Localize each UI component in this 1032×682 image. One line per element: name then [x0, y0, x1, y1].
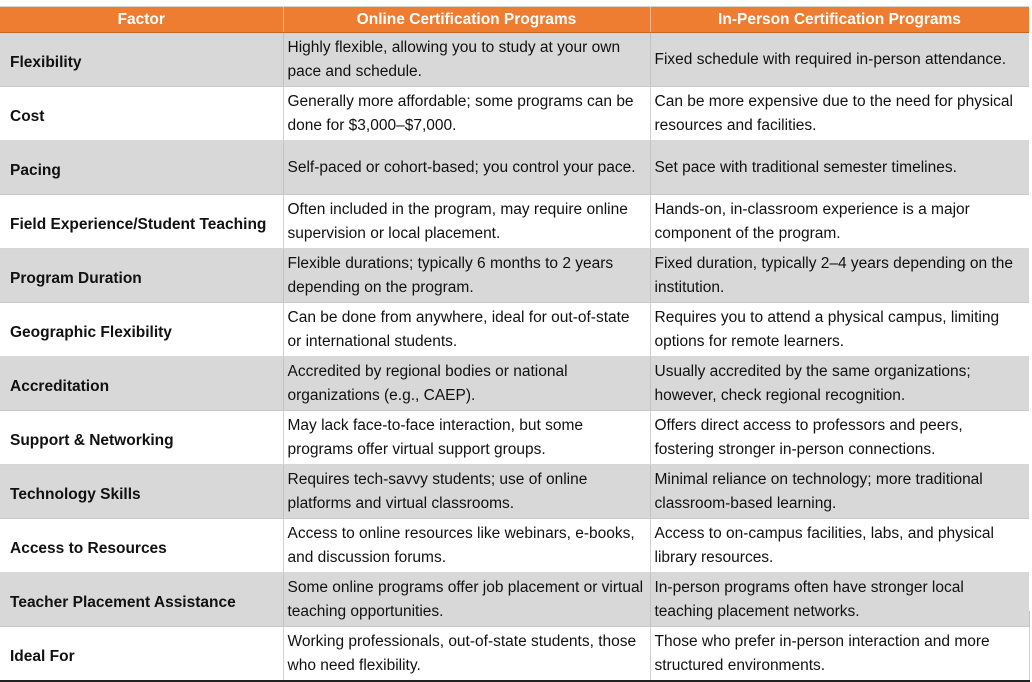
in-person-cell[interactable]: Set pace with traditional semester timelines. [650, 141, 1029, 195]
factor-cell[interactable]: Access to Resources [0, 519, 283, 573]
in-person-cell[interactable]: Hands-on, in-classroom experience is a major component of the program. [650, 195, 1029, 249]
header-factor[interactable]: Factor [0, 7, 283, 33]
online-cell[interactable]: Working professionals, out-of-state students, those who need flexibility. [283, 627, 650, 682]
online-cell[interactable]: Requires tech-savvy students; use of online platforms and virtual classrooms. [283, 465, 650, 519]
online-cell[interactable]: Generally more affordable; some programs can be done for $3,000–$7,000. [283, 87, 650, 141]
factor-cell[interactable]: Flexibility [0, 33, 283, 87]
table-row [0, 33, 1029, 87]
online-cell[interactable]: Highly flexible, allowing you to study at your own pace and schedule. [283, 33, 650, 87]
in-person-cell[interactable]: In-person programs often have stronger local teaching placement networks. [650, 573, 1029, 627]
table-row [0, 519, 1029, 573]
in-person-cell[interactable]: Can be more expensive due to the need for physical resources and facilities. [650, 87, 1029, 141]
in-person-cell[interactable]: Access to on-campus facilities, labs, and physical library resources. [650, 519, 1029, 573]
online-cell[interactable]: Some online programs offer job placement or virtual teaching opportunities. [283, 573, 650, 627]
factor-cell[interactable]: Program Duration [0, 249, 283, 303]
factor-cell[interactable]: Ideal For [0, 627, 283, 682]
table-row [0, 249, 1029, 303]
sheet-top-strip [0, 0, 1032, 7]
factor-cell[interactable]: Pacing [0, 141, 283, 195]
in-person-cell[interactable]: Fixed duration, typically 2–4 years depending on the institution. [650, 249, 1029, 303]
factor-cell[interactable]: Geographic Flexibility [0, 303, 283, 357]
comparison-table [0, 7, 1030, 682]
online-cell[interactable]: Often included in the program, may require online supervision or local placement. [283, 195, 650, 249]
table-row [0, 573, 1029, 627]
online-cell[interactable]: May lack face-to-face interaction, but some programs offer virtual support groups. [283, 411, 650, 465]
factor-cell[interactable]: Support & Networking [0, 411, 283, 465]
header-in-person[interactable]: In-Person Certification Programs [650, 7, 1029, 33]
table-row [0, 303, 1029, 357]
online-cell[interactable]: Accredited by regional bodies or national organizations (e.g., CAEP). [283, 357, 650, 411]
in-person-cell[interactable]: Offers direct access to professors and peers, fostering stronger in-person connections. [650, 411, 1029, 465]
table-row [0, 465, 1029, 519]
online-cell[interactable]: Access to online resources like webinars, e-books, and discussion forums. [283, 519, 650, 573]
table-row [0, 141, 1029, 195]
table-row [0, 357, 1029, 411]
online-cell[interactable]: Self-paced or cohort-based; you control your pace. [283, 141, 650, 195]
in-person-cell[interactable]: Fixed schedule with required in-person attendance. [650, 33, 1029, 87]
in-person-cell[interactable]: Usually accredited by the same organizations; however, check regional recognition. [650, 357, 1029, 411]
factor-cell[interactable]: Teacher Placement Assistance [0, 573, 283, 627]
table-row [0, 411, 1029, 465]
factor-cell[interactable]: Technology Skills [0, 465, 283, 519]
in-person-cell[interactable]: Requires you to attend a physical campus, limiting options for remote learners. [650, 303, 1029, 357]
in-person-cell[interactable]: Minimal reliance on technology; more traditional classroom-based learning. [650, 465, 1029, 519]
in-person-cell[interactable]: Those who prefer in-person interaction and more structured environments. [650, 627, 1029, 682]
table-row [0, 627, 1029, 682]
factor-cell[interactable]: Accreditation [0, 357, 283, 411]
online-cell[interactable]: Flexible durations; typically 6 months to 2 years depending on the program. [283, 249, 650, 303]
factor-cell[interactable]: Cost [0, 87, 283, 141]
online-cell[interactable]: Can be done from anywhere, ideal for out-of-state or international students. [283, 303, 650, 357]
header-row [0, 7, 1029, 33]
factor-cell[interactable]: Field Experience/Student Teaching [0, 195, 283, 249]
table-row [0, 195, 1029, 249]
table-row [0, 87, 1029, 141]
header-online[interactable]: Online Certification Programs [283, 7, 650, 33]
